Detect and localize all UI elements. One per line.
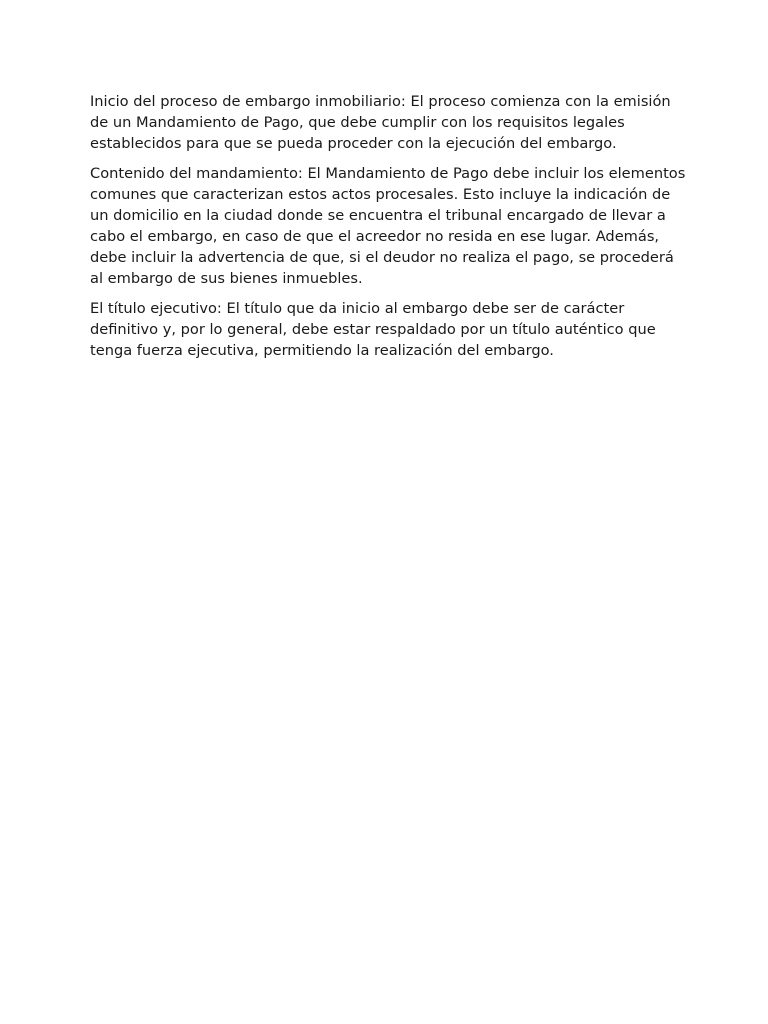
paragraph-contenido-mandamiento: Contenido del mandamiento: El Mandamiento de Pago debe incluir los elementos comunes que caracterizan estos actos procesales. Esto incluye la indicación de un domicilio en la ciudad donde se encuentra el tribunal encargado de llevar a cabo el embargo, en caso de que el acreedor no resida en ese lugar. Además, debe incluir la advertencia de que, si el deudor no realiza el pago, se procederá al embargo de sus bienes inmuebles. [90,165,686,287]
paragraph-titulo-ejecutivo: El título ejecutivo: El título que da inicio al embargo debe ser de carácter definitivo y, por lo general, debe estar respaldado por un título auténtico que tenga fuerza ejecutiva, permitiendo la realización del embargo. [90,300,656,359]
paragraph-inicio-proceso: Inicio del proceso de embargo inmobiliario: El proceso comienza con la emisión de un Mandamiento de Pago, que debe cumplir con los requisitos legales establecidos para que se pueda proceder con la ejecución del embargo. [90,93,671,152]
